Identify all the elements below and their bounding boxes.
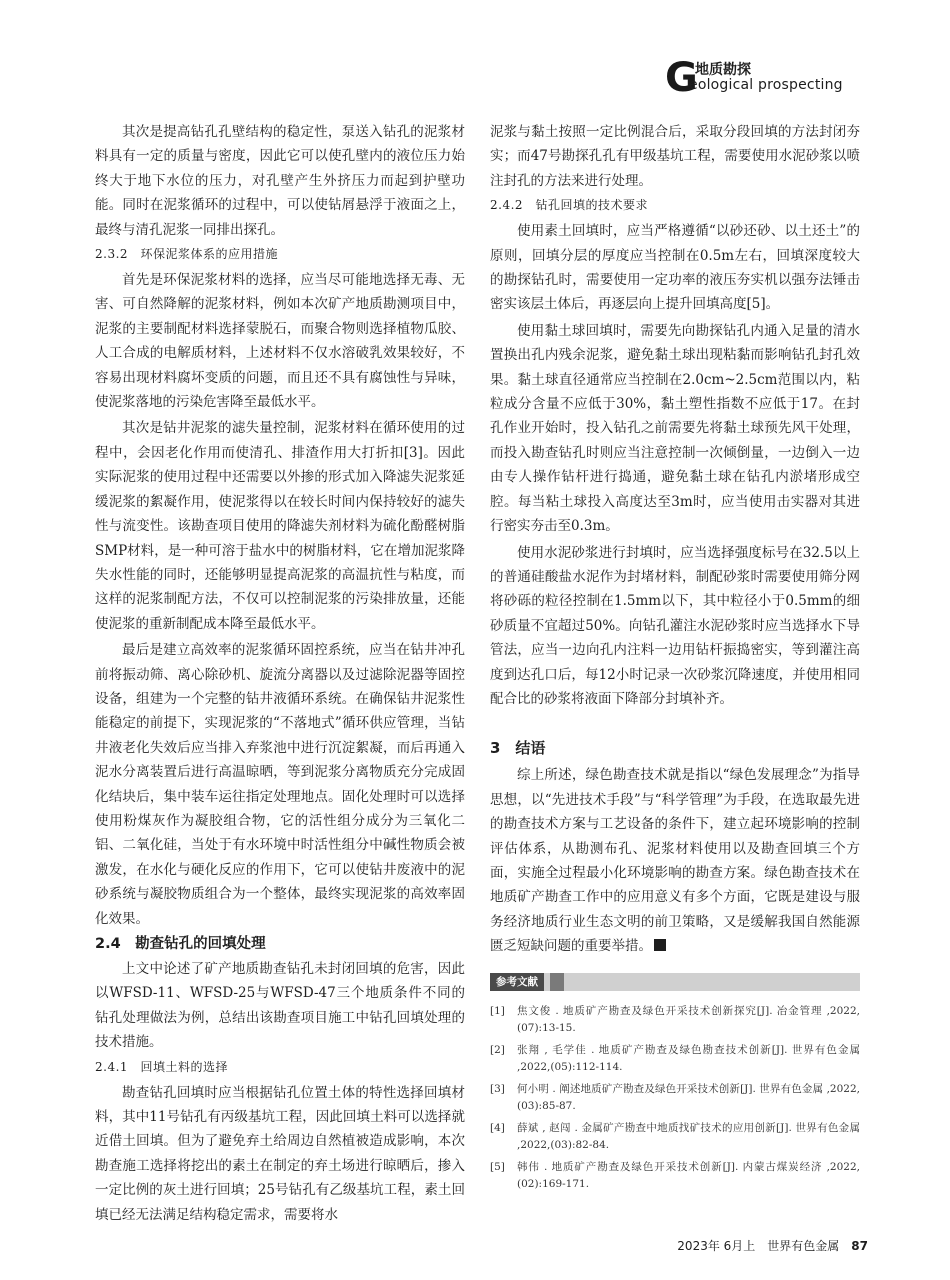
reference-text: 何小明 . 阐述地质矿产勘查及绿色开采技术创新[J]. 世界有色金属 ,2022,(03):85-87. bbox=[517, 1082, 860, 1112]
references-bar-block bbox=[550, 973, 564, 991]
heading-2-4-2: 2.4.2 钻孔回填的技术要求 bbox=[490, 198, 649, 213]
reference-item bbox=[490, 1042, 860, 1076]
page-number: 87 bbox=[851, 1239, 868, 1253]
reference-number: [1] bbox=[490, 1004, 505, 1017]
reference-item bbox=[490, 1120, 860, 1154]
paragraph: 使用素土回填时，应当严格遵循“以砂还砂、以土还土”的原则，回填分层的厚度应当控制在0.5m左右，回填深度较大的勘探钻孔时，需要使用一定功率的液压夯实机以强夯法锤击密实该层土体后，再逐层向上提升回填高度[5]。 bbox=[490, 223, 860, 313]
reference-text: 焦文俊 . 地质矿产勘查及绿色开采技术创新探究[J]. 冶金管理 ,2022,(07):13-15. bbox=[517, 1004, 860, 1034]
heading-conclusion: 3 结语 bbox=[490, 739, 546, 758]
reference-text: 张翔 , 毛学佳 . 地质矿产勘查及绿色勘查技术创新[J]. 世界有色金属 ,2022,(05):112-114. bbox=[517, 1043, 860, 1073]
references-label: 参考文献 bbox=[490, 973, 544, 991]
paragraph: 最后是建立高效率的泥浆循环固控系统，应当在钻井冲孔前将振动筛、离心除砂机、旋流分离器以及过滤除泥器等固控设备，组建为一个完整的钻井液循环系统。在确保钻井泥浆性能稳定的前提下，实现泥浆的“不落地式”循环供应管理，当钻井液老化失效后应当排入弃浆池中进行沉淀絮凝，而后再通入泥水分离装置后进行高温晾晒，等到泥浆分离物质充分完成固化结块后，集中装车运往指定处理地点。固化处理时可以选择使用粉煤灰作为凝胶组合物，它的活性组分成分为三氧化二铝、二氧化硅，当处于有水环境中时活性组分中碱性物质会被激发，在水化与硬化反应的作用下，它可以使钻井废液中的泥砂系统与凝胶物质组合为一个整体，最终实现泥浆的高效率固化效果。 bbox=[95, 642, 465, 927]
reference-number: [3] bbox=[490, 1082, 505, 1095]
paragraph: 上文中论述了矿产地质勘查钻孔未封闭回填的危害，因此以WFSD-11、WFSD-25与WFSD-47三个地质条件不同的钻孔处理做法为例，总结出该勘查项目施工中钻孔回填处理的技术措施。 bbox=[95, 961, 465, 1051]
reference-item bbox=[490, 1003, 860, 1037]
references-bar bbox=[490, 973, 860, 991]
journal-title-en: eological prospecting bbox=[689, 77, 843, 93]
journal-logo bbox=[665, 55, 865, 101]
paragraph-continued: 泥浆与黏土按照一定比例混合后，采取分段回填的方法封闭夯实；而47号勘探孔孔有甲级基坑工程，需要使用水泥砂浆以喷注封孔的方法来进行处理。 bbox=[490, 124, 860, 189]
paragraph: 首先是环保泥浆材料的选择，应当尽可能地选择无毒、无害、可自然降解的泥浆材料，例如本次矿产地质勘测项目中，泥浆的主要制配材料选择蒙脱石，而聚合物则选择植物瓜胶、人工合成的电解质材料，上述材料不仅水溶破乳效果较好，不容易出现材料腐坏变质的问题，而且还不具有腐蚀性与异味，使泥浆落地的污染危害降至最低水平。 bbox=[95, 272, 465, 411]
end-mark-icon bbox=[654, 939, 666, 951]
reference-item bbox=[490, 1081, 860, 1115]
reference-text: 薛斌 , 赵闯 . 金属矿产勘查中地质找矿技术的应用创新[J]. 世界有色金属 ,2022,(03):82-84. bbox=[517, 1121, 860, 1151]
heading-2-3-2: 2.3.2 环保泥浆体系的应用措施 bbox=[95, 247, 279, 262]
heading-2-4: 2.4 勘查钻孔的回填处理 bbox=[95, 936, 266, 952]
reference-list bbox=[490, 1003, 860, 1193]
paragraph: 使用水泥砂浆进行封填时，应当选择强度标号在32.5以上的普通硅酸盐水泥作为封堵材料，制配砂浆时需要使用筛分网将砂砾的粒径控制在1.5mm以下，其中粒径小于0.5mm的细砂质量不宜超过50%。向钻孔灌注水泥砂浆时应当选择水下导管法，应当一边向孔内注料一边用钻杆振捣密实，等到灌注高度到达孔口后，每12小时记录一次砂浆沉降速度，并使用相同配合比的砂浆将液面下降部分封填补齐。 bbox=[490, 544, 860, 707]
reference-item bbox=[490, 1159, 860, 1193]
paragraph bbox=[490, 763, 860, 958]
paragraph: 勘查钻孔回填时应当根据钻孔位置土体的特性选择回填材料，其中11号钻孔有丙级基坑工程，因此回填土料可以选择就近借土回填。但为了避免弃土给周边自然植被造成影响，本次勘查施工选择将挖出的素土在制定的弃土场进行晾晒后，掺入一定比例的灰土进行回填；25号钻孔有乙级基坑工程，素土回填已经无法满足结构稳定需求，需要将水 bbox=[95, 1084, 465, 1223]
reference-text: 韩伟 . 地质矿产勘查及绿色开采技术创新[J]. 内蒙古煤炭经济 ,2022,(02):169-171. bbox=[517, 1160, 860, 1190]
conclusion-text: 综上所述，绿色勘查技术就是指以“绿色发展理念”为指导思想，以“先进技术手段”与“科学管理”为手段，在选取最先进的勘查技术方案与工艺设备的条件下，建立起环境影响的控制评估体系，从勘测布孔、泥浆材料使用以及勘查回填三个方面，实施全过程最小化环境影响的勘查方案。绿色勘查技术在地质矿产勘查工作中的应用意义有多个方面，它既是建设与服务经济地质行业生态文明的前卫策略，又是缓解我国自然能源匮乏短缺问题的重要举措。 bbox=[490, 767, 860, 955]
journal-title-cn: 地质勘探 bbox=[695, 62, 751, 78]
reference-number: [4] bbox=[490, 1121, 505, 1134]
page-footer bbox=[677, 1238, 868, 1254]
logo-letter: G bbox=[665, 55, 698, 101]
issue-info: 2023年 6月上 世界有色金属 bbox=[677, 1239, 840, 1253]
paragraph: 其次是提高钻孔孔壁结构的稳定性，泵送入钻孔的泥浆材料具有一定的质量与密度，因此它可以使孔壁内的液位压力始终大于地下水位的压力，对孔壁产生外挤压力而起到护壁功能。同时在泥浆循环的过程中，可以使钻屑悬浮于液面之上，最终与清孔泥浆一同排出探孔。 bbox=[95, 124, 465, 238]
left-column bbox=[95, 120, 465, 1229]
reference-number: [2] bbox=[490, 1043, 505, 1056]
paragraph: 其次是钻井泥浆的滤失量控制，泥浆材料在循环使用的过程中，会因老化作用而使清孔、排渣作用大打折扣[3]。因此实际泥浆的使用过程中还需要以外掺的形式加入降滤失泥浆延缓泥浆的絮凝作用，使泥浆得以在较长时间内保持较好的滤失性与流变性。该勘查项目使用的降滤失剂材料为硫化酚醛树脂SMP材料，是一种可溶于盐水中的树脂材料，它在增加泥浆降失水性能的同时，还能够明显提高泥浆的高温抗性与粘度，而这样的泥浆制配方法，不仅可以控制泥浆的污染排放量，还能使泥浆的重新制配成本降至最低水平。 bbox=[95, 420, 465, 632]
paragraph: 使用黏土球回填时，需要先向勘探钻孔内通入足量的清水置换出孔内残余泥浆，避免黏土球出现粘黏而影响钻孔封孔效果。黏土球直径通常应当控制在2.0cm~2.5cm范围以内，粘粒成分含量不应低于30%，黏土塑性指数不应低于17。在封孔作业开始时，投入钻孔之前需要先将黏土球预先风干处理，而投入勘查钻孔时则应当注意控制一次倾倒量，一边倒入一边由专人操作钻杆进行捣通，避免黏土球在钻孔内淤堵形成空腔。每当粘土球投入高度达至3m时，应当使用击实器对其进行密实夯击至0.3m。 bbox=[490, 322, 860, 535]
heading-2-4-1: 2.4.1 回填土料的选择 bbox=[95, 1059, 229, 1074]
reference-number: [5] bbox=[490, 1160, 505, 1173]
right-column bbox=[490, 120, 860, 1198]
